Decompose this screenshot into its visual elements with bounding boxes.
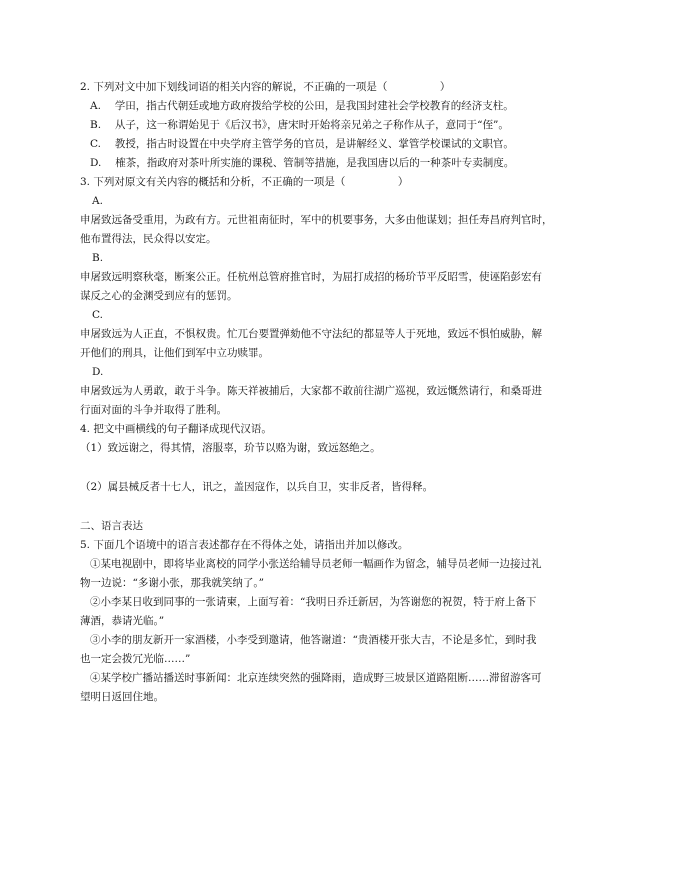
q3-option-c-line1: 申屠致远为人正直，不惧权贵。忙兀台要置弹劾他不守法纪的都显等人于死地，致远不惧怕威胁，解 [80, 328, 542, 340]
q2-option-a: A. 学田，指古代朝廷或地方政府拨给学校的公田，是我国封建社会学校教育的经济支柱。 [90, 100, 514, 112]
q4-sentence-2: （2）属县械反者十七人，讯之，盖因寇作，以兵自卫，实非反者，皆得释。 [80, 481, 434, 493]
q4-sentence-1: （1）致远谢之，得其情，溶服辜，玠节以赂为谢，致远怒绝之。 [80, 442, 381, 454]
q5-item-3-line1: ③小李的朋友新开一家酒楼，小李受到邀请，他答谢道：“贵酒楼开张大吉，不论是多忙，到时我 [90, 634, 537, 646]
q3-option-d-label: D. [92, 366, 104, 378]
q2-option-d: D. 榷茶，指政府对茶叶所实施的课税、管制等措施，是我国唐以后的一种茶叶专卖制度。 [90, 157, 515, 169]
q3-option-c-label: C. [92, 309, 103, 321]
q3-option-a-line1: 申屠致远备受重用，为政有方。元世祖南征时，军中的机要事务，大多由他谋划；担任寿昌府判官时， [80, 214, 553, 226]
q5-item-4-line2: 望明日返回住地。 [80, 691, 164, 703]
q3-option-d-line2: 行面对面的斗争并取得了胜利。 [80, 404, 227, 416]
q3-option-d-line1: 申屠致远为人勇敢，敢于斗争。陈天祥被捕后，大家都不敢前往湖广巡视，致远慨然请行，和桑哥进 [80, 385, 542, 397]
q3-option-c-line2: 开他们的刑具，让他们到军中立功赎罪。 [80, 347, 269, 359]
q3-option-a-line2: 他布置得法，民众得以安定。 [80, 233, 217, 245]
section-2-title: 二、语言表达 [80, 520, 143, 532]
q3-option-b-label: B. [92, 252, 104, 264]
q2-option-b: B. 从子，这一称谓始见于《后汉书》，唐宋时开始将亲兄弟之子称作从子，意同于“侄”。 [90, 119, 509, 131]
q3-option-b-line2: 谋反之心的金渊受到应有的惩罚。 [80, 290, 238, 302]
q2-stem: 2. 下列对文中加下划线词语的相关内容的解说，不正确的一项是（ ） [80, 81, 451, 93]
q4-stem: 4. 把文中画横线的句子翻译成现代汉语。 [80, 423, 272, 435]
q2-option-c: C. 教授，指古时设置在中央学府主管学务的官员，是讲解经义、掌管学校课试的文职官。 [90, 138, 514, 150]
q5-item-1-line2: 物一边说：“多谢小张，那我就笑纳了。” [80, 577, 264, 589]
q5-item-3-line2: 也一定会拨冗光临……” [80, 653, 191, 665]
q5-item-4-line1: ④某学校广播站播送时事新闻：北京连续突然的强降雨，造成野三坡景区道路阻断……滞留游客可 [90, 672, 542, 684]
q3-option-a-label: A. [92, 195, 103, 207]
q5-item-1-line1: ①某电视剧中，即将毕业离校的同学小张送给辅导员老师一幅画作为留念，辅导员老师一边接过礼 [90, 558, 542, 570]
q3-stem: 3. 下列对原文有关内容的概括和分析，不正确的一项是（ ） [80, 176, 409, 188]
q5-item-2-line2: 薄酒，恭请光临。” [80, 615, 165, 627]
q5-stem: 5. 下面几个语境中的语言表述都存在不得体之处，请指出并加以修改。 [80, 539, 409, 551]
q3-option-b-line1: 申屠致远明察秋毫，断案公正。任杭州总管府推官时，为屈打成招的杨玠节平反昭雪，使诬陷彭宏有 [80, 271, 542, 283]
q5-item-2-line1: ②小李某日收到同事的一张请柬，上面写着：“我明日乔迁新居，为答谢您的祝贺，特于府上备下 [90, 596, 537, 608]
